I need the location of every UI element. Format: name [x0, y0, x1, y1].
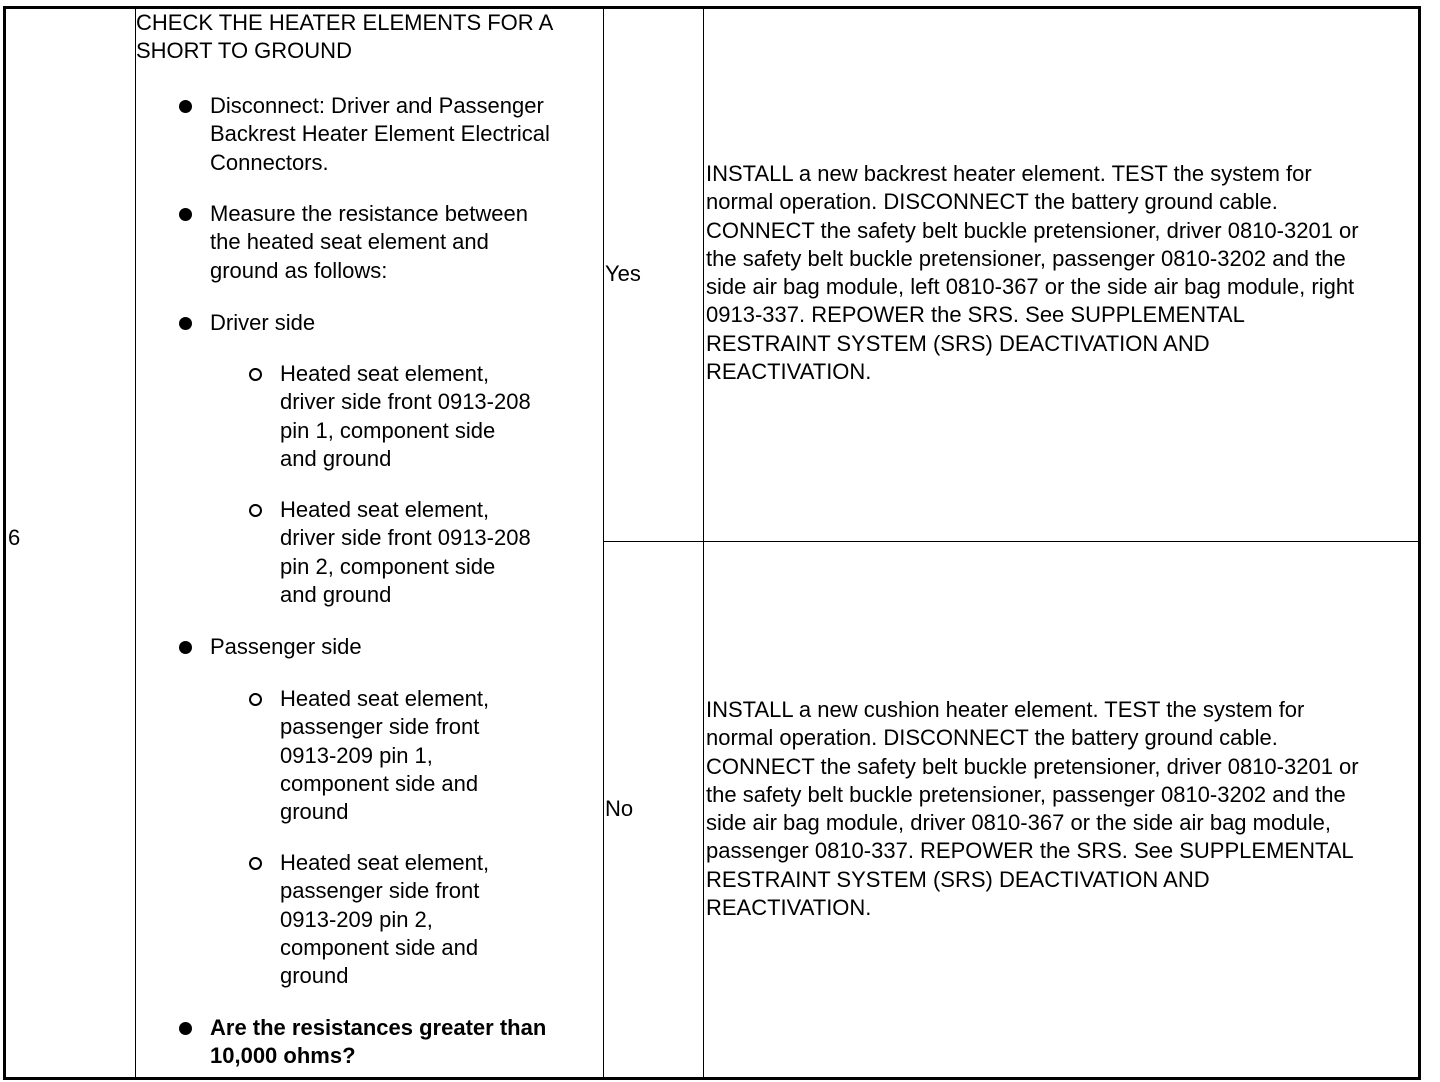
result-action-no	[706, 696, 1359, 922]
heading-line: CHECK THE HEATER ELEMENTS FOR A	[136, 10, 554, 35]
action-line: CONNECT the safety belt buckle pretensioner, driver 0810-3201 or	[706, 753, 1359, 779]
sub-bullet-line: driver side front 0913-208	[280, 389, 531, 415]
bullet-dot-icon	[179, 208, 192, 221]
sub-bullet-line: Heated seat element,	[280, 497, 490, 522]
step-bullet-driver-side	[210, 309, 315, 337]
bullet-line: Connectors.	[210, 149, 329, 175]
sub-bullet-line: component side and	[280, 770, 479, 796]
sub-bullet-driver-pin2	[280, 496, 531, 609]
bullet-dot-icon	[179, 100, 192, 113]
sub-bullet-line: ground	[280, 799, 349, 825]
bullet-circle-icon	[249, 368, 262, 381]
step-heading	[136, 9, 553, 66]
step-bullet-disconnect	[210, 92, 550, 177]
action-line: side air bag module, driver 0810-367 or the side air bag module,	[706, 810, 1331, 836]
bullet-line: Backrest Heater Element Electrical	[210, 121, 550, 147]
bullet-dot-icon	[179, 317, 192, 330]
step-number: 6	[8, 525, 21, 550]
action-line: INSTALL a new cushion heater element. TEST the system for	[706, 697, 1305, 722]
result-label-no: No	[605, 796, 634, 821]
column-divider	[603, 9, 604, 1077]
bullet-dot-icon	[179, 1022, 192, 1035]
bullet-circle-icon	[249, 857, 262, 870]
action-line: INSTALL a new backrest heater element. TEST the system for	[706, 161, 1312, 186]
action-line: side air bag module, left 0810-367 or the side air bag module, right	[706, 274, 1355, 300]
sub-bullet-line: and ground	[280, 445, 392, 471]
action-line: CONNECT the safety belt buckle pretensioner, driver 0810-3201 or	[706, 217, 1359, 243]
action-line: REACTIVATION.	[706, 895, 872, 921]
sub-bullet-line: 0913-209 pin 1,	[280, 742, 433, 768]
sub-bullet-line: 0913-209 pin 2,	[280, 906, 433, 932]
bullet-line: Measure the resistance between	[210, 201, 528, 226]
sub-bullet-line: and ground	[280, 581, 392, 607]
bullet-line: 10,000 ohms?	[210, 1043, 356, 1069]
row-divider	[604, 541, 1418, 542]
action-line: RESTRAINT SYSTEM (SRS) DEACTIVATION AND	[706, 330, 1210, 356]
action-line: normal operation. DISCONNECT the battery ground cable.	[706, 189, 1278, 215]
sub-bullet-driver-pin1	[280, 360, 531, 473]
result-action-yes	[706, 160, 1359, 386]
sub-bullet-line: Heated seat element,	[280, 361, 490, 386]
step-bullet-measure	[210, 200, 528, 285]
sub-bullet-line: passenger side front	[280, 714, 480, 740]
sub-bullet-passenger-pin1	[280, 685, 489, 826]
action-line: REACTIVATION.	[706, 359, 872, 385]
bullet-line: Driver side	[210, 310, 316, 335]
sub-bullet-line: ground	[280, 963, 349, 989]
sub-bullet-line: Heated seat element,	[280, 686, 490, 711]
sub-bullet-passenger-pin2	[280, 849, 489, 990]
column-divider	[703, 9, 704, 1077]
action-line: the safety belt buckle pretensioner, passenger 0810-3202 and the	[706, 781, 1346, 807]
bullet-line: the heated seat element and	[210, 229, 489, 255]
sub-bullet-line: Heated seat element,	[280, 850, 490, 875]
bullet-dot-icon	[179, 641, 192, 654]
bullet-line: Are the resistances greater than	[210, 1015, 547, 1040]
heading-line: SHORT TO GROUND	[136, 38, 352, 64]
step-question	[210, 1014, 546, 1071]
action-line: the safety belt buckle pretensioner, passenger 0810-3202 and the	[706, 245, 1346, 271]
sub-bullet-line: driver side front 0913-208	[280, 525, 531, 551]
bullet-circle-icon	[249, 504, 262, 517]
sub-bullet-line: pin 1, component side	[280, 417, 496, 443]
action-line: normal operation. DISCONNECT the battery ground cable.	[706, 725, 1278, 751]
bullet-line: Passenger side	[210, 634, 362, 659]
column-divider	[135, 9, 136, 1077]
action-line: passenger 0810-337. REPOWER the SRS. See SUPPLEMENTAL	[706, 838, 1354, 864]
sub-bullet-line: component side and	[280, 934, 479, 960]
bullet-line: ground as follows:	[210, 257, 388, 283]
sub-bullet-line: passenger side front	[280, 878, 480, 904]
sub-bullet-line: pin 2, component side	[280, 553, 496, 579]
action-line: RESTRAINT SYSTEM (SRS) DEACTIVATION AND	[706, 866, 1210, 892]
result-label-yes: Yes	[605, 261, 641, 286]
bullet-line: Disconnect: Driver and Passenger	[210, 93, 544, 118]
action-line: 0913-337. REPOWER the SRS. See SUPPLEMENTAL	[706, 302, 1245, 328]
bullet-circle-icon	[249, 693, 262, 706]
step-bullet-passenger-side	[210, 633, 362, 661]
